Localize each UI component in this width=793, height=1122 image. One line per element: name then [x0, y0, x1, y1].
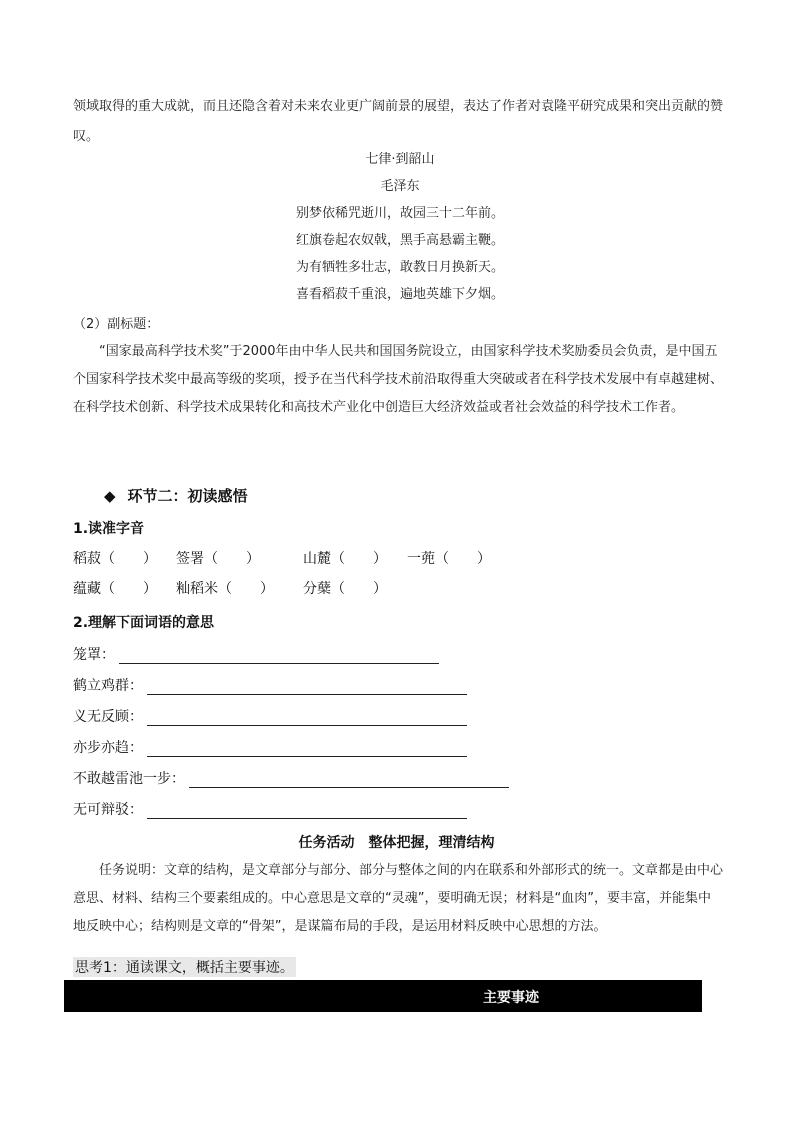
- poem-author: 毛泽东: [380, 179, 420, 194]
- poem-line: 喜看稻菽千重浪，遍地英雄下夕烟。: [295, 287, 504, 302]
- meaning-term: 义无反顾：: [73, 709, 143, 725]
- pronunciation-item: 山麓（ ）: [303, 551, 387, 567]
- pronunciation-item: 籼稻米（ ）: [176, 581, 274, 597]
- meaning-term: 无可辩驳：: [73, 802, 143, 818]
- answer-line[interactable]: [147, 711, 467, 726]
- pronunciation-item: 签署（ ）: [176, 551, 260, 567]
- answer-line[interactable]: [147, 804, 467, 819]
- intro-paragraph: 领域取得的重大成就，而且还隐含着对未来农业更广阔前景的展望，表达了作者对袁隆平研究成果和突出贡献的赞叹。: [73, 99, 724, 144]
- meaning-row: [73, 706, 467, 726]
- section-heading: [104, 485, 248, 506]
- meaning-row: [73, 675, 467, 695]
- diamond-icon: ◆: [104, 487, 116, 505]
- meaning-row: [73, 644, 439, 664]
- poem-line: 别梦依稀咒逝川，故园三十二年前。: [295, 206, 504, 221]
- table-header-label: 主要事迹: [483, 990, 539, 1006]
- subtitle-section-paragraph: “国家最高科学技术奖”于2000年由中华人民共和国国务院设立，由国家科学技术奖励委员会负责，是中国五个国家科学技术奖中最高等级的奖项，授予在当代科学技术前沿取得重大突破或者在科学技术发展中有卓越建树、在科学技术创新、科学技术成果转化和高技术产业化中创造巨大经济效益或者社会效益的科学技术工作者。: [73, 344, 724, 415]
- answer-line[interactable]: [147, 680, 467, 695]
- answer-line[interactable]: [119, 649, 439, 664]
- pronunciation-item: 分蘖（ ）: [303, 581, 387, 597]
- meaning-term: 不敢越雷池一步：: [73, 771, 185, 787]
- meanings-title: 2.理解下面词语的意思: [73, 615, 215, 631]
- think-question: 思考1：通读课文，概括主要事迹。: [73, 957, 296, 977]
- meaning-row: [73, 799, 467, 819]
- table-header-bar: [64, 980, 702, 1012]
- answer-line[interactable]: [189, 773, 509, 788]
- task-paragraph: 任务说明：文章的结构，是文章部分与部分、部分与整体之间的内在联系和外部形式的统一。文章都是由中心意思、材料、结构三个要素组成的。中心意思是文章的“灵魂”，要明确无误；材料是“血肉”，要丰富，并能集中地反映中心；结构则是文章的“骨架”，是谋篇布局的手段，是运用材料反映中心思想的方法。: [73, 863, 724, 934]
- answer-line[interactable]: [147, 742, 467, 757]
- pronunciation-item: 稻菽（ ）: [73, 551, 157, 567]
- section-heading-text: 环节二：初读感悟: [127, 487, 248, 505]
- task-heading: 任务活动 整体把握，理清结构: [298, 835, 495, 851]
- subtitle-section-title: （2）副标题：: [73, 317, 160, 332]
- pronunciation-item: 蕴藏（ ）: [73, 581, 157, 597]
- poem-title: 七律·到韶山: [365, 152, 435, 167]
- meaning-term: 鹤立鸡群：: [73, 678, 143, 694]
- meaning-term: 笼罩：: [73, 647, 115, 663]
- meaning-term: 亦步亦趋：: [73, 740, 143, 756]
- meaning-row: [73, 768, 509, 788]
- pronunciation-item: 一蔸（ ）: [407, 551, 491, 567]
- poem-line: 为有牺牲多壮志，敢教日月换新天。: [295, 260, 504, 275]
- pronunciation-title: 1.读准字音: [73, 521, 145, 537]
- poem-line: 红旗卷起农奴戟，黑手高悬霸主鞭。: [295, 233, 504, 248]
- meaning-row: [73, 737, 467, 757]
